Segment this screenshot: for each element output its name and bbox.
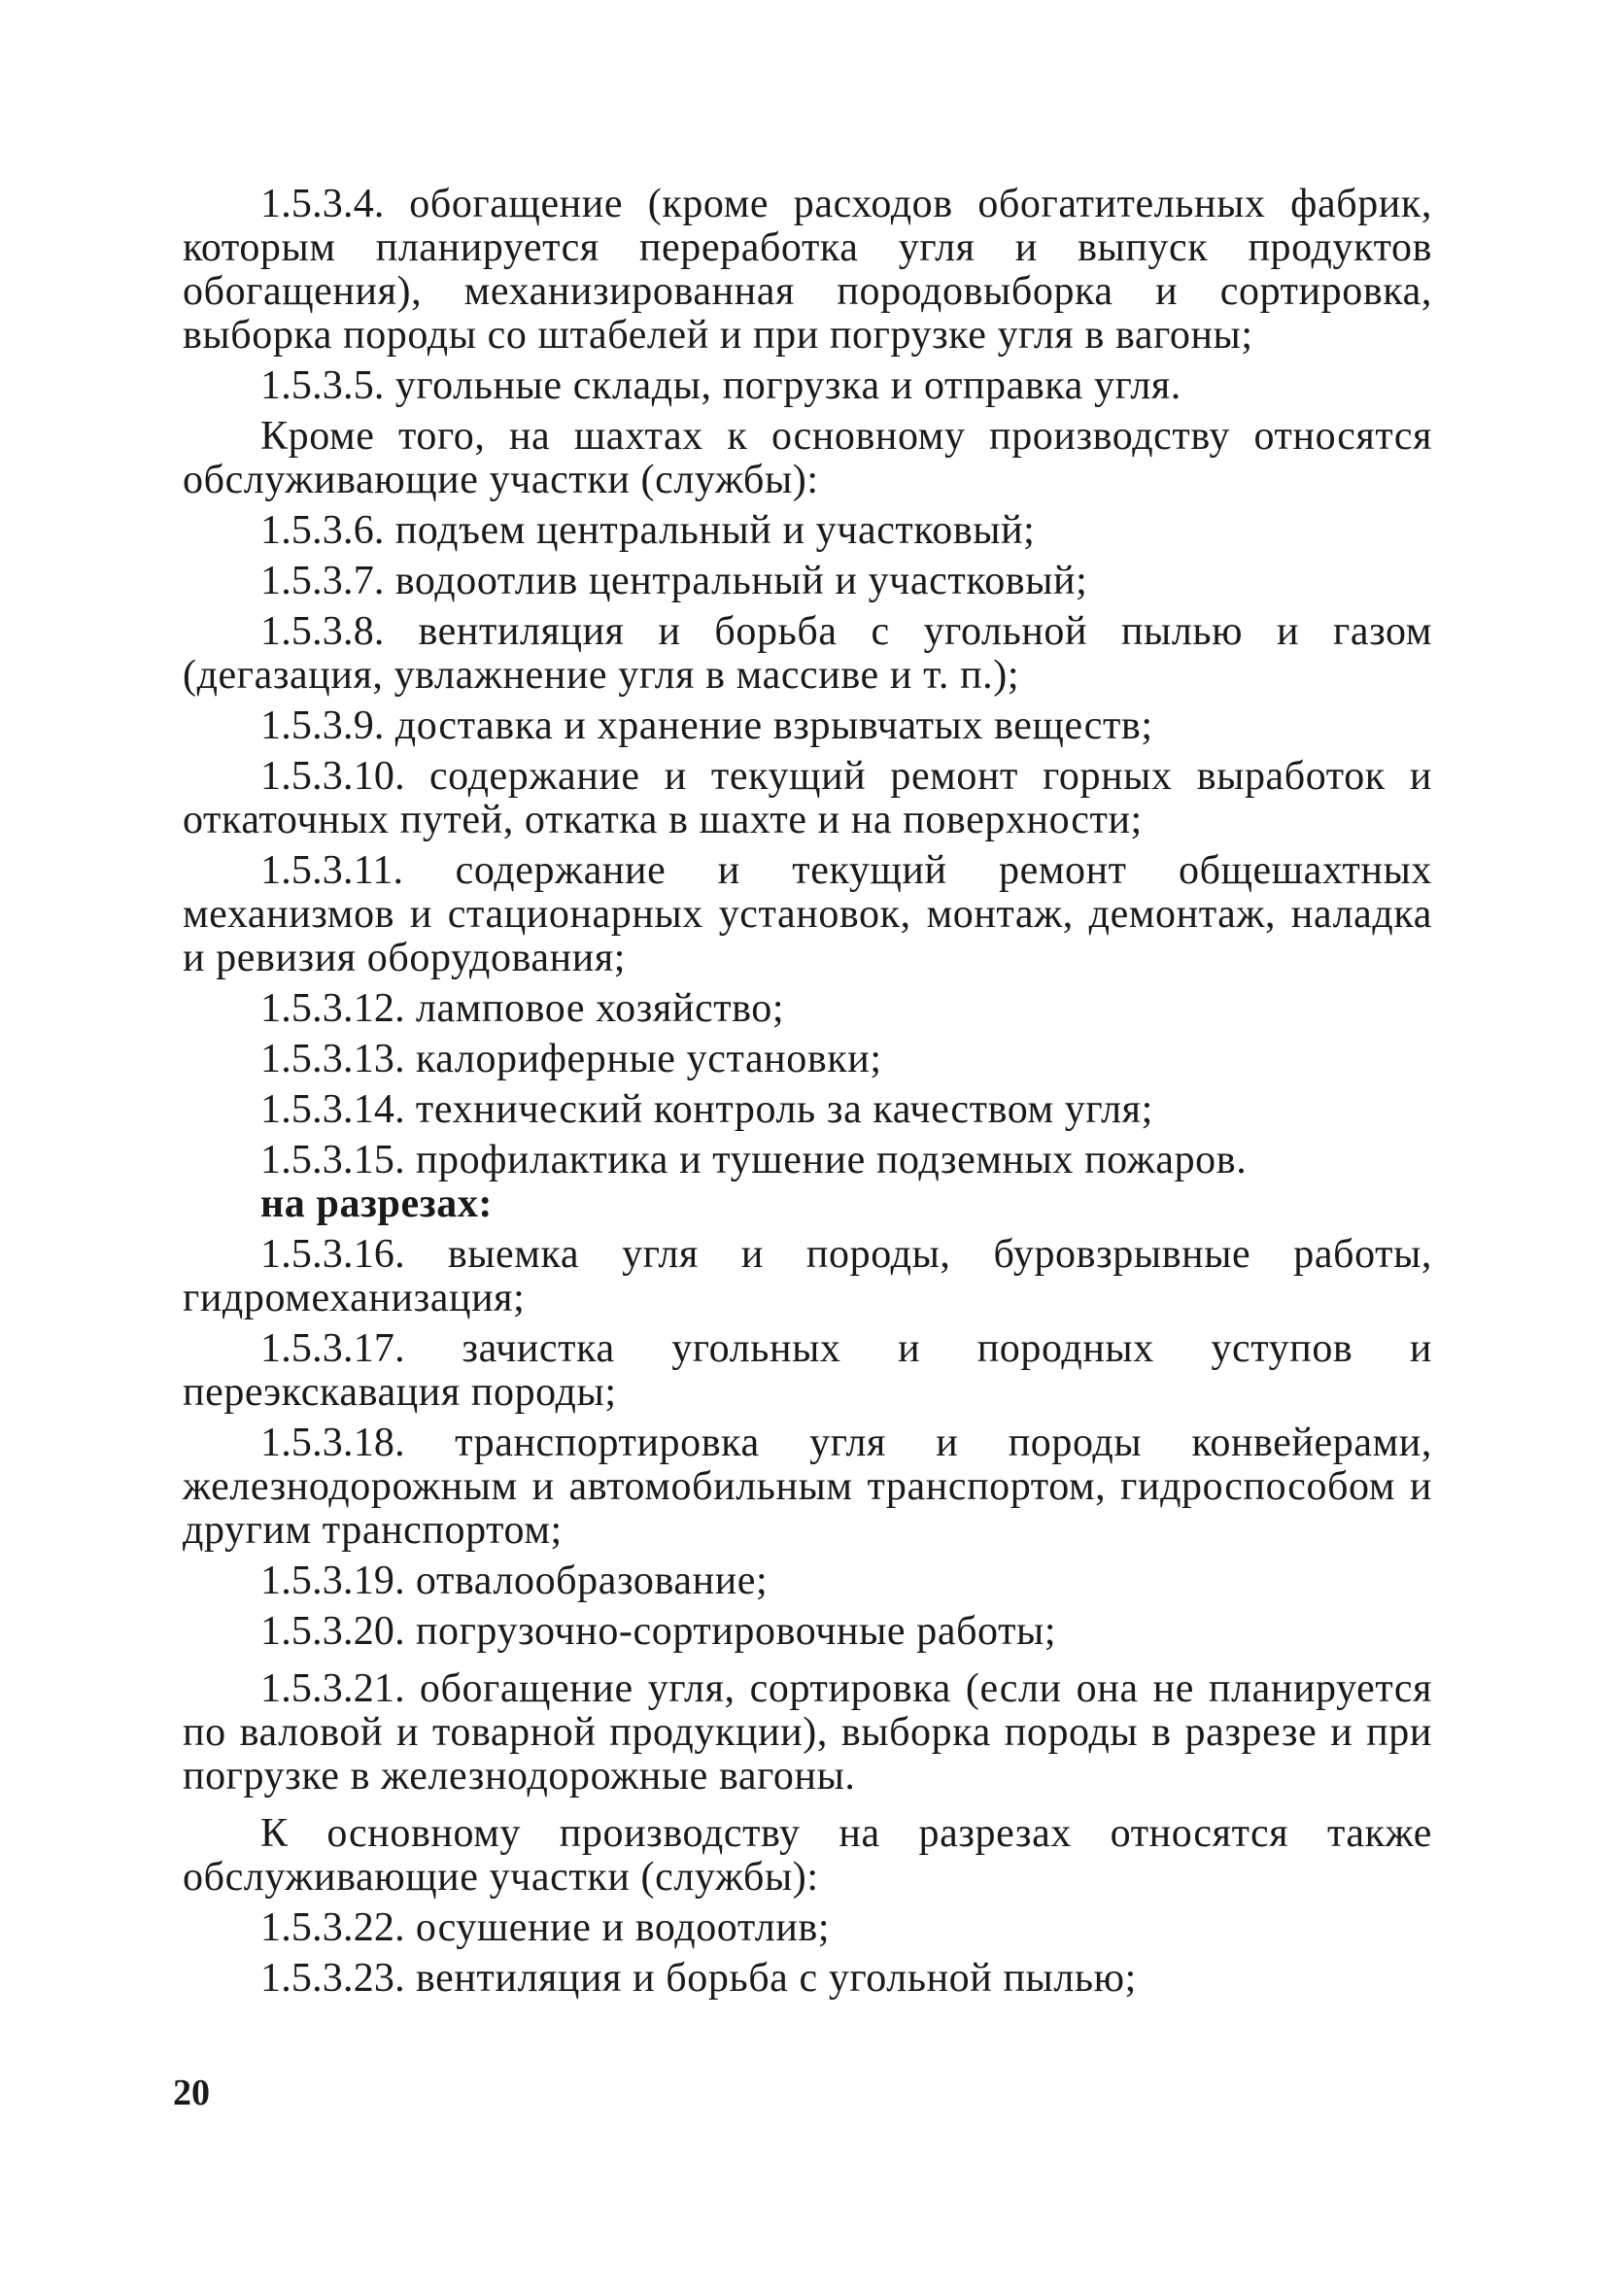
clause-text: вентиляция и борьба с угольной пылью;: [415, 1956, 1137, 2001]
clause-text: обогащение (кроме расходов обогатительных фабрик, которым планируется переработка угля и выпуск продуктов обогащения), механизированная породовыборка и сортировка, выборка породы со штабелей и при погрузке угля в вагоны;: [183, 182, 1432, 358]
clause-text: ламповое хозяйство;: [415, 986, 785, 1031]
clause-text: профилактика и тушение подземных пожаров.: [415, 1138, 1248, 1182]
clause-number: 1.5.3.16.: [260, 1232, 405, 1277]
clause-text: К основному производству на разрезах относятся также обслуживающие участки (службы):: [183, 1811, 1432, 1900]
clause-text: Кроме того, на шахтах к основному производству относятся обслуживающие участки (службы):: [183, 414, 1432, 502]
paragraph-1-5-3-10: [183, 755, 1432, 842]
clause-text: обогащение угля, сортировка (если она не планируется по валовой и товарной продукции), выборка породы в разрезе и при погрузке в железнодорожные вагоны.: [183, 1666, 1432, 1799]
clause-number: 1.5.3.22.: [260, 1905, 405, 1950]
clause-text: водоотлив центральный и участковый;: [394, 559, 1088, 603]
clause-text: подъем центральный и участковый;: [394, 508, 1036, 553]
paragraph-1-5-3-20: [183, 1610, 1432, 1654]
clause-text: выемка угля и породы, буровзрывные работы, гидромеханизация;: [183, 1232, 1432, 1320]
paragraph-1-5-3-23: [183, 1957, 1432, 2001]
paragraph-1-5-3-19: [183, 1559, 1432, 1603]
clause-text: содержание и текущий ремонт горных выработок и откаточных путей, откатка в шахте и на поверхности;: [183, 754, 1432, 842]
paragraph-1-5-3-8: [183, 610, 1432, 698]
clause-number: 1.5.3.13.: [260, 1037, 405, 1081]
clause-text: зачистка угольных и породных уступов и переэкскавация породы;: [183, 1326, 1432, 1415]
clause-number: 1.5.3.4.: [260, 182, 385, 226]
document-body: [183, 183, 1432, 2007]
paragraph-1-5-3-5: [183, 364, 1432, 408]
clause-number: 1.5.3.21.: [260, 1666, 405, 1711]
clause-number: 1.5.3.11.: [260, 848, 404, 893]
clause-text: угольные склады, погрузка и отправка угля.: [394, 363, 1181, 408]
paragraph-1-5-3-13: [183, 1038, 1432, 1081]
paragraph-1-5-3-18: [183, 1422, 1432, 1553]
clause-text: вентиляция и борьба с угольной пылью и газом (дегазация, увлажнение угля в массиве и т. п.);: [183, 609, 1432, 698]
clause-text: калориферные установки;: [415, 1037, 882, 1081]
paragraph-1-5-3-11: [183, 849, 1432, 980]
clause-text: отвалообразование;: [415, 1559, 769, 1603]
clause-number: 1.5.3.15.: [260, 1138, 405, 1182]
section-subheading: на разрезах:: [260, 1182, 493, 1226]
paragraph-1-5-3-21: [183, 1667, 1432, 1799]
clause-text: осушение и водоотлив;: [415, 1905, 831, 1950]
clause-number: 1.5.3.7.: [260, 559, 385, 603]
clause-number: 1.5.3.19.: [260, 1559, 405, 1603]
paragraph-1-5-3-22: [183, 1906, 1432, 1950]
clause-text: содержание и текущий ремонт общешахтных механизмов и стационарных установок, монтаж, демонтаж, наладка и ревизия оборудования;: [183, 848, 1432, 980]
clause-number: 1.5.3.17.: [260, 1326, 405, 1371]
clause-number: 1.5.3.23.: [260, 1956, 405, 2001]
clause-number: 1.5.3.8.: [260, 609, 385, 654]
paragraph-1-5-3-12: [183, 987, 1432, 1031]
paragraph-1-5-3-4: [183, 183, 1432, 358]
clause-number: 1.5.3.12.: [260, 986, 405, 1031]
paragraph-1-5-3-14: [183, 1088, 1432, 1132]
clause-number: 1.5.3.14.: [260, 1087, 405, 1132]
clause-number: 1.5.3.5.: [260, 363, 385, 408]
paragraph-open-pit-services-intro: [183, 1812, 1432, 1900]
clause-number: 1.5.3.6.: [260, 508, 385, 553]
page-number: 20: [173, 2073, 210, 2113]
paragraph-mine-services-intro: [183, 415, 1432, 502]
clause-number: 1.5.3.18.: [260, 1421, 405, 1465]
clause-number: 1.5.3.9.: [260, 703, 385, 748]
paragraph-1-5-3-15: [183, 1139, 1432, 1182]
paragraph-1-5-3-7: [183, 560, 1432, 603]
paragraph-1-5-3-6: [183, 509, 1432, 553]
clause-text: технический контроль за качеством угля;: [415, 1087, 1153, 1132]
clause-text: погрузочно-сортировочные работы;: [415, 1609, 1057, 1654]
clause-text: транспортировка угля и породы конвейерами, железнодорожным и автомобильным транспортом, гидроспособом и другим транспортом;: [183, 1421, 1432, 1553]
clause-text: доставка и хранение взрывчатых веществ;: [394, 703, 1153, 748]
paragraph-1-5-3-17: [183, 1327, 1432, 1415]
paragraph-1-5-3-9: [183, 704, 1432, 748]
clause-number: 1.5.3.20.: [260, 1609, 405, 1654]
clause-number: 1.5.3.10.: [260, 754, 405, 799]
paragraph-1-5-3-16: [183, 1233, 1432, 1320]
